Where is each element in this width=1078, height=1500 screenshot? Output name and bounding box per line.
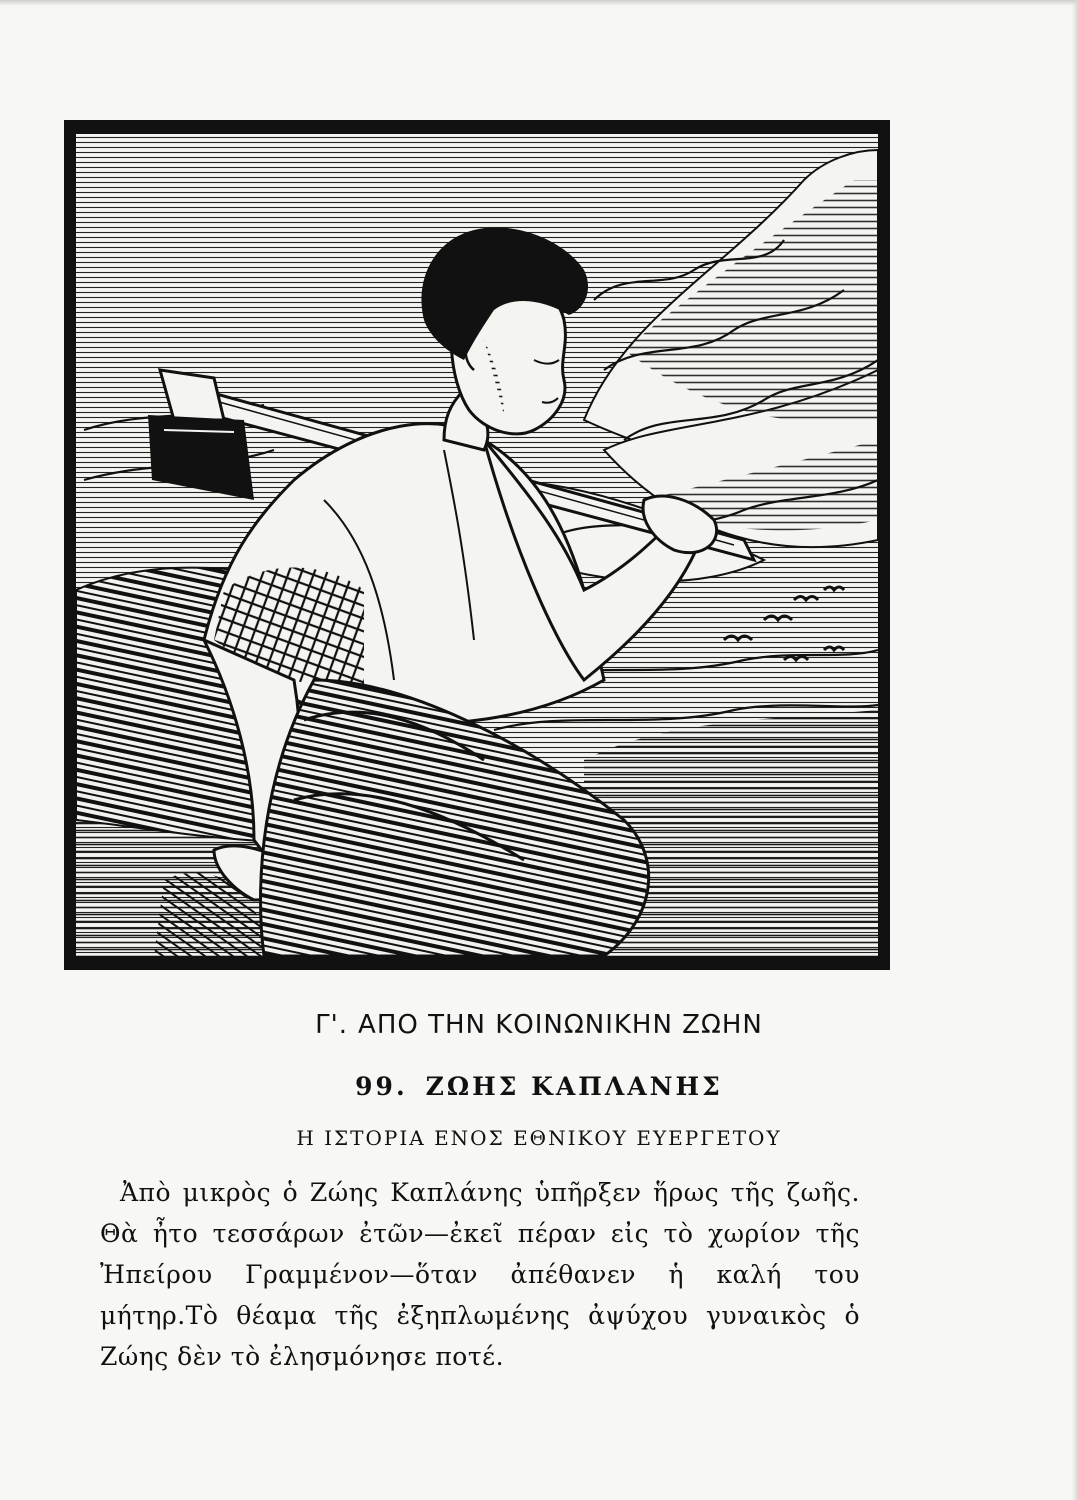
- body-paragraph: Ἀπὸ μικρὸς ὁ Ζώης Καπλάνης ὑπῆρξεν ἥρως τῆς ζωῆς. Θὰ ἦτο τεσσάρων ἐτῶν—ἐκεῖ πέραν εἰς τὸ χωρίον τῆς Ἠπείρου Γραμμένον—ὅταν ἀπέθανεν ἡ καλή του μήτηρ.Τὸ θέαμα τῆς ἐξηπλωμένης ἀψύχου γυναικὸς ὁ Ζώης δὲν τὸ ἐλησμόνησε ποτέ.: [100, 1178, 860, 1371]
- section-prefix: Γ'.: [315, 1010, 349, 1040]
- body-text: [100, 1172, 860, 1377]
- section-heading: [0, 1010, 1078, 1040]
- chapter-number: 99.: [355, 1072, 408, 1101]
- section-title: ΑΠΟ ΤΗΝ ΚΟΙΝΩΝΙΚΗΝ ΖΩΗΝ: [358, 1010, 763, 1040]
- chapter-subtitle: Η ΙΣΤΟΡΙΑ ΕΝΟΣ ΕΘΝΙΚΟΥ ΕΥΕΡΓΕΤΟΥ: [296, 1126, 782, 1150]
- chapter-title: [0, 1072, 1078, 1101]
- woodcutter-engraving-illustration: [64, 120, 890, 970]
- chapter-name: ΖΩΗΣ ΚΑΠΛΑΝΗΣ: [425, 1072, 723, 1101]
- page-edge-right: [1072, 0, 1078, 1500]
- page-edge-top: [0, 0, 1078, 6]
